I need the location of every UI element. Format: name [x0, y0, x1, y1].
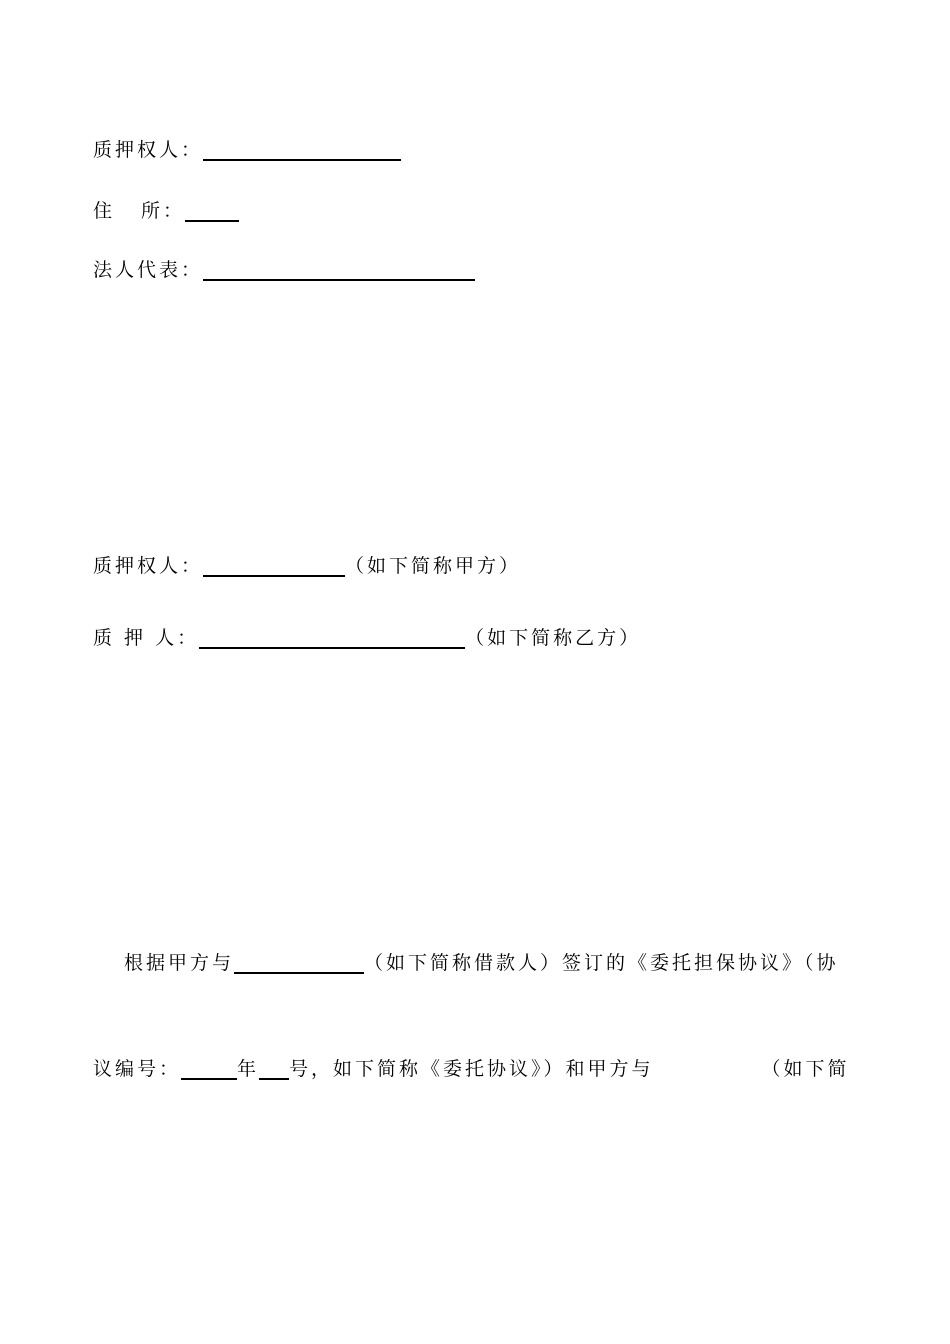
party-pledgee-line — [93, 553, 521, 579]
party-pledgor-blank[interactable] — [199, 625, 465, 649]
body-number-blank[interactable] — [259, 1056, 289, 1080]
body-p2-start: 议编号： — [93, 1058, 182, 1080]
header-address-label-a: 住 — [93, 200, 116, 222]
header-legal-rep-line — [93, 257, 475, 283]
body-borrower-blank[interactable] — [234, 950, 364, 974]
party-pledgee-label: 质押权人： — [93, 555, 204, 577]
party-pledgor-label: 质 押 人： — [93, 627, 200, 649]
header-pledgee-line — [93, 137, 401, 163]
party-pledgor-note: （如下简称乙方） — [465, 627, 642, 649]
header-pledgee-label: 质押权人： — [93, 139, 204, 161]
body-p1-start: 根据甲方与 — [124, 952, 235, 974]
body-p2-year: 年 — [237, 1058, 260, 1080]
header-legal-rep-blank[interactable] — [203, 257, 475, 281]
body-line-1 — [124, 950, 839, 976]
body-p1-mid: （如下简称借款人）签订的《委托担保协议》（协 — [364, 952, 839, 974]
body-year-blank[interactable] — [181, 1056, 237, 1080]
header-address-label-b: 所： — [141, 200, 186, 222]
party-pledgor-line — [93, 625, 641, 651]
party-pledgee-blank[interactable] — [203, 553, 345, 577]
header-pledgee-blank[interactable] — [203, 137, 401, 161]
body-line-2 — [93, 1056, 850, 1082]
header-address-blank[interactable] — [185, 198, 239, 222]
party-pledgee-note: （如下简称甲方） — [345, 555, 522, 577]
header-address-line — [93, 198, 239, 224]
header-legal-rep-label: 法人代表： — [93, 259, 204, 281]
body-p2-end: （如下简 — [761, 1058, 850, 1080]
body-p2-num: 号，如下简称《委托协议》）和甲方与 — [289, 1058, 654, 1080]
